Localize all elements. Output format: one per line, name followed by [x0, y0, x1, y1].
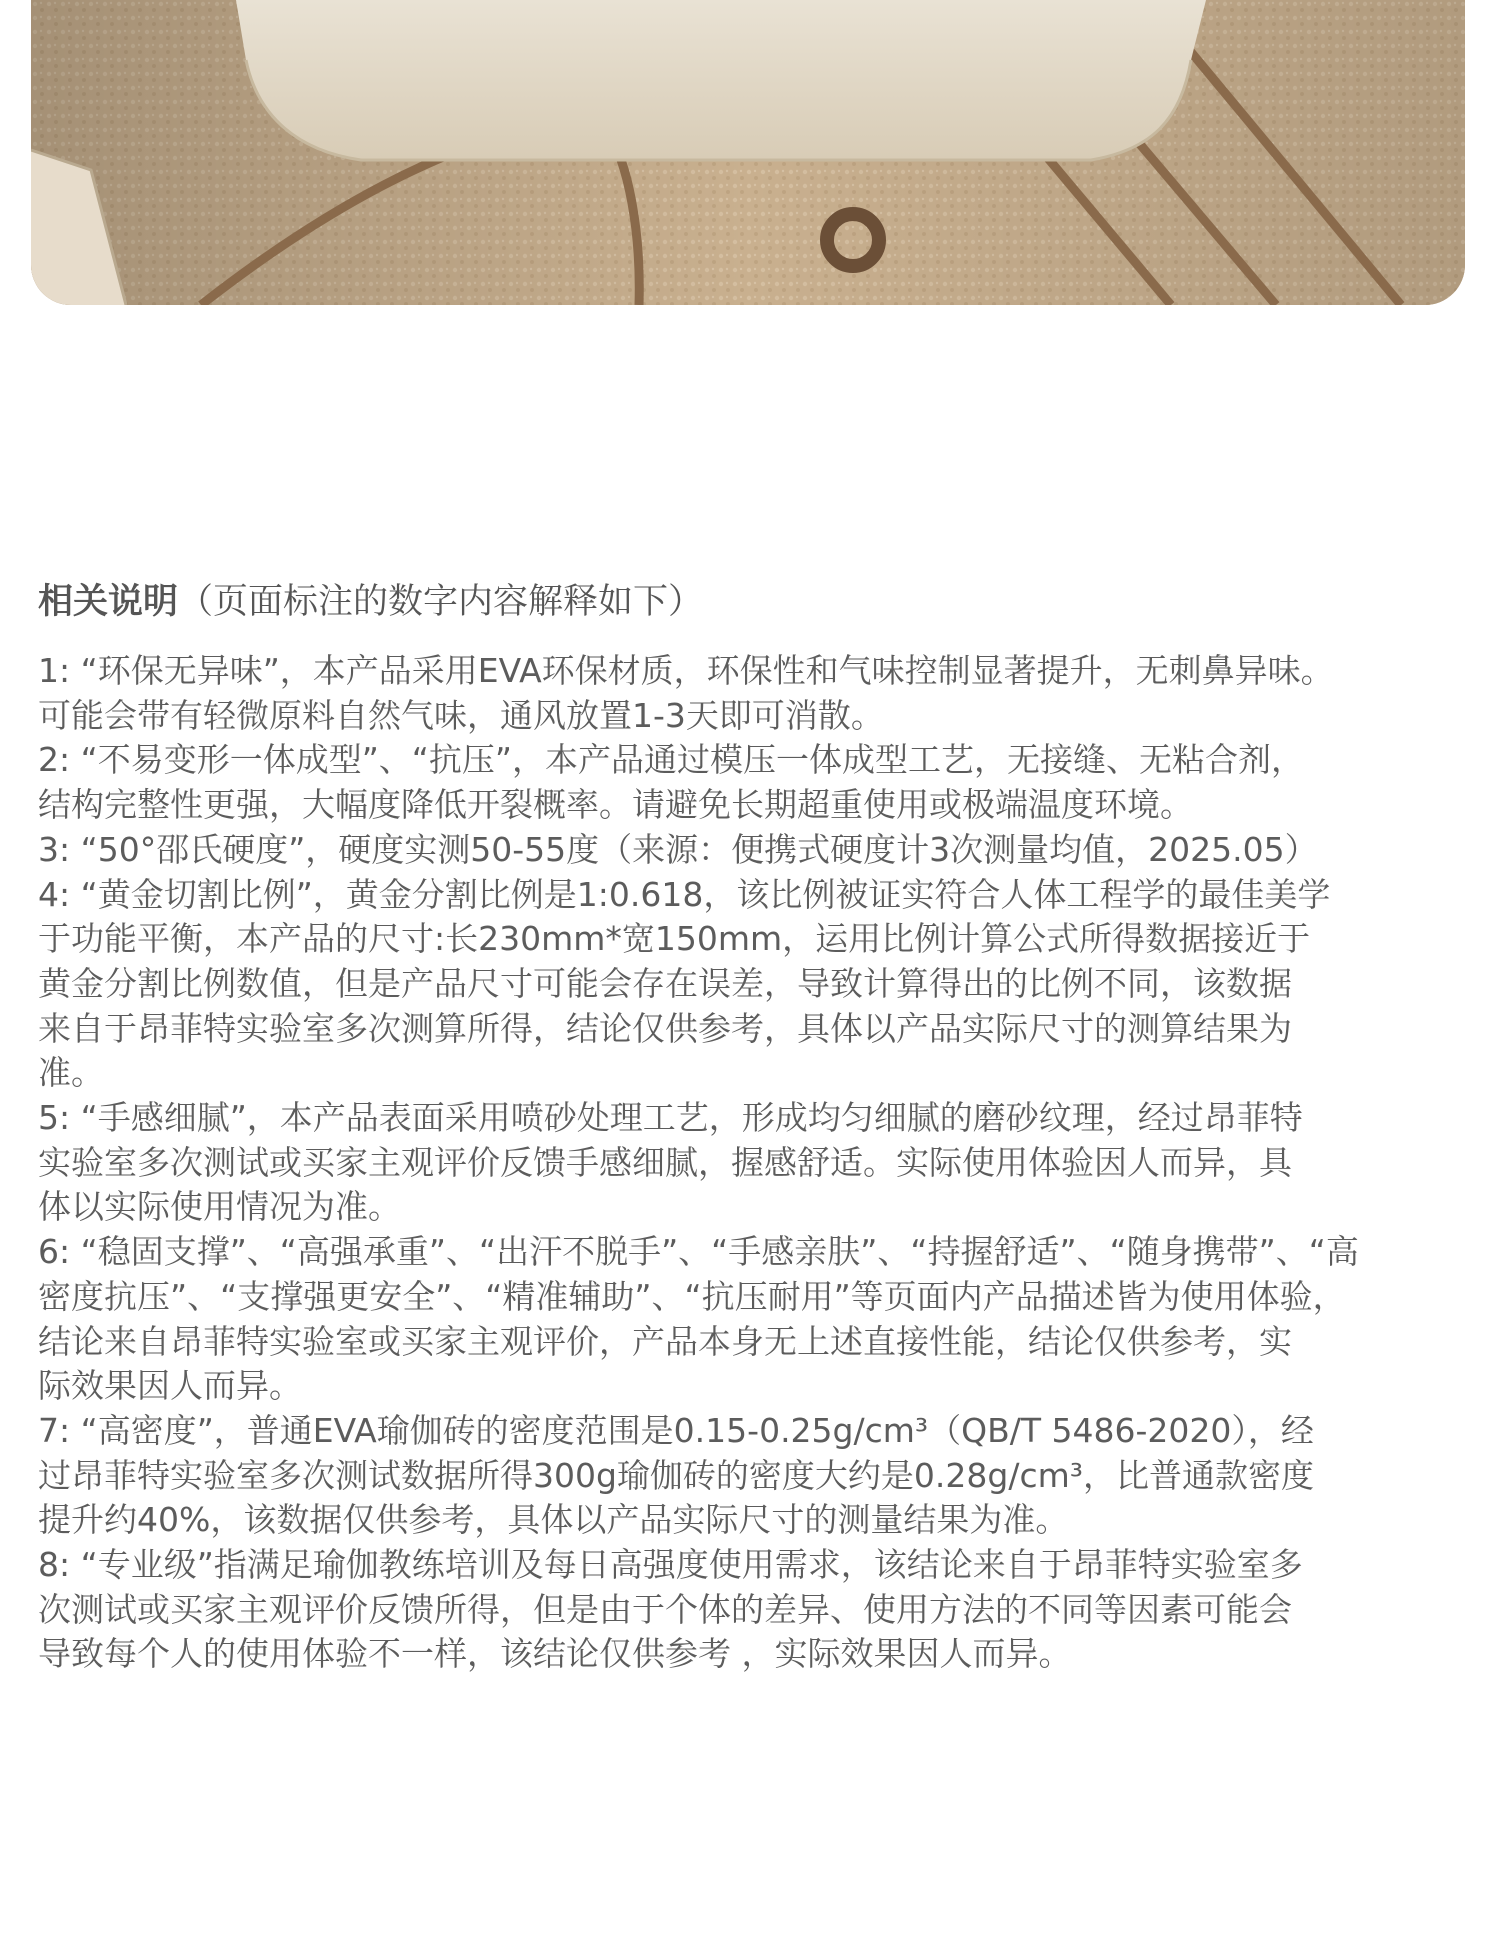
yoga-brick-on-mat-photo: [31, 0, 1465, 305]
note-item-6: 6: “稳固支撑”、“高强承重”、“出汗不脱手”、“手感亲肤”、“持握舒适”、“随身携带”、“高 密度抗压”、“支撑强更安全”、“精准辅助”、“抗压耐用”等页面内产品描述皆为使用体验， 结论来自昂菲特实验室或买家主观评价，产品本身无上述直接性能，结论仅供参考，实 际效果因人而异。: [38, 1232, 1359, 1406]
notes-title-main: 相关说明: [38, 582, 179, 622]
note-item-4: 4: “黄金切割比例”，黄金分割比例是1:0.618，该比例被证实符合人体工程学的最佳美学 于功能平衡，本产品的尺寸:长230mm*宽150mm，运用比例计算公式所得数据接近于 黄金分割比例数值，但是产品尺寸可能会存在误差，导致计算得出的比例不同，该数据 来自于昂菲特实验室多次测算所得，结论仅供参考，具体以产品实际尺寸的测算结果为 准。: [38, 874, 1331, 1093]
product-photo: [31, 0, 1465, 305]
notes-section: [38, 575, 1478, 1677]
note-item-1: 1: “环保无异味”，本产品采用EVA环保材质，环保性和气味控制显著提升，无刺鼻异味。 可能会带有轻微原料自然气味，通风放置1-3天即可消散。: [38, 651, 1334, 735]
note-item-8: 8: “专业级”指满足瑜伽教练培训及每日高强度使用需求，该结论来自于昂菲特实验室多 次测试或买家主观评价反馈所得，但是由于个体的差异、使用方法的不同等因素可能会 导致每个人的使用体验不一样，该结论仅供参考 ，实际效果因人而异。: [38, 1545, 1303, 1674]
note-item-7: 7: “高密度”，普通EVA瑜伽砖的密度范围是0.15-0.25g/cm³（QB/T 5486-2020），经 过昂菲特实验室多次测试数据所得300g瑜伽砖的密度大约是0.28g/cm³，比普通款密度 提升约40%，该数据仅供参考，具体以产品实际尺寸的测量结果为准。: [38, 1410, 1314, 1540]
notes-title-subtitle: （页面标注的数字内容解释如下）: [178, 582, 704, 622]
notes-title: [38, 575, 1478, 629]
note-item-2: 2: “不易变形一体成型”、“抗压”，本产品通过模压一体成型工艺，无接缝、无粘合剂， 结构完整性更强，大幅度降低开裂概率。请避免长期超重使用或极端温度环境。: [38, 740, 1304, 825]
note-item-5: 5: “手感细腻”，本产品表面采用喷砂处理工艺，形成均匀细腻的磨砂纹理，经过昂菲特 实验室多次测试或买家主观评价反馈手感细腻，握感舒适。实际使用体验因人而异，具 体以实际使用情况为准。: [38, 1098, 1303, 1227]
note-item-3: 3: “50°邵氏硬度”，硬度实测50-55度（来源：便携式硬度计3次测量均值，2025.05）: [38, 829, 1318, 869]
